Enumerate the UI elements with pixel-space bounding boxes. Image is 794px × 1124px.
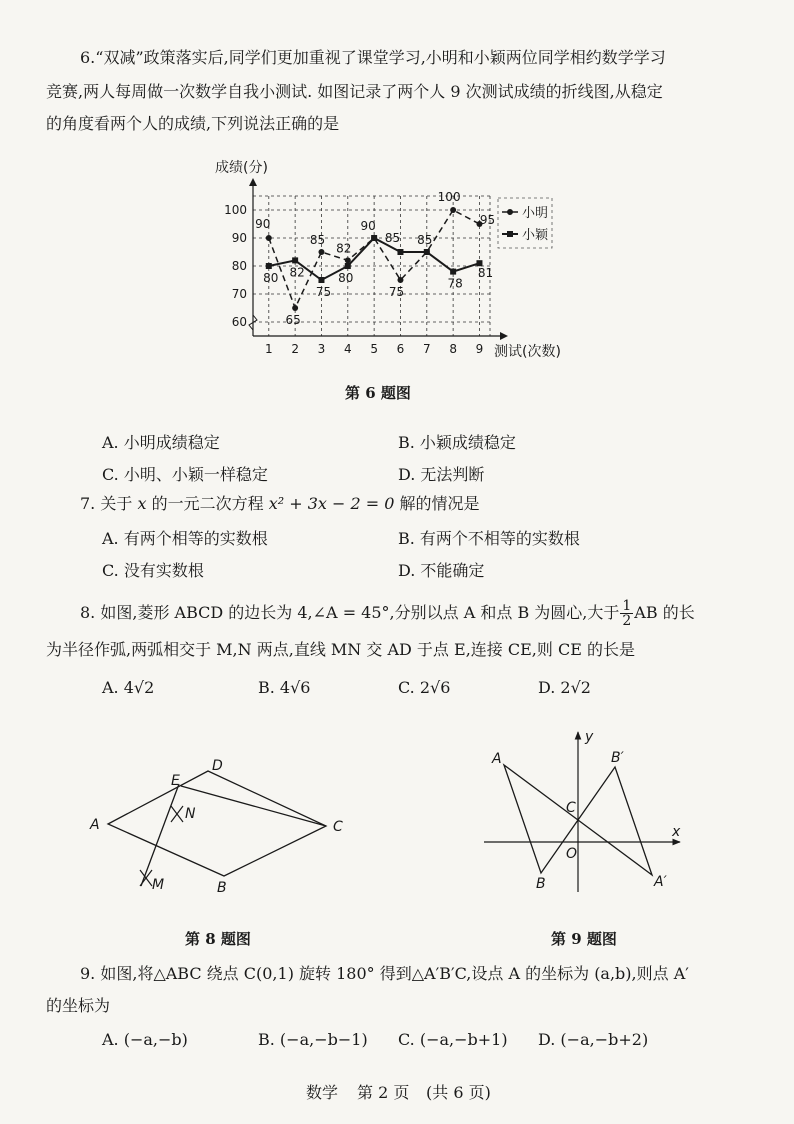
q8-option-b: B. 4√6 bbox=[258, 678, 311, 697]
q6-option-d: D. 无法判断 bbox=[398, 465, 485, 484]
xiaoming-point bbox=[292, 305, 298, 311]
q7-option-d: D. 不能确定 bbox=[398, 561, 485, 580]
q9-text-line1: 9. 如图,将△ABC 绕点 C(0,1) 旋转 180° 得到△A′B′C,设点 A 的坐标为 (a,b),则点 A′ bbox=[80, 964, 689, 983]
fig8-label-e: E bbox=[171, 773, 180, 789]
fig9-label-o: O bbox=[566, 846, 578, 862]
q9-option-b: B. (−a,−b−1) bbox=[258, 1030, 368, 1049]
fig9-label-c: C bbox=[566, 800, 576, 816]
x-axis-title: 测试(次数) bbox=[494, 344, 561, 360]
q9-caption: 第 9 题图 bbox=[551, 930, 617, 948]
footer-subject: 数学 bbox=[306, 1083, 339, 1102]
xiaoming-point bbox=[371, 235, 377, 241]
q7-option-b: B. 有两个不相等的实数根 bbox=[398, 529, 580, 548]
xiaoming-point bbox=[424, 249, 430, 255]
q6-text-line3: 的角度看两个人的成绩,下列说法正确的是 bbox=[46, 114, 340, 133]
xiaoming-data-label: 75 bbox=[388, 285, 405, 299]
x-axis-arrow bbox=[500, 332, 508, 340]
xiaoming-point bbox=[345, 257, 351, 263]
fig9-label-x: x bbox=[672, 824, 681, 840]
xiaoming-data-label: 100 bbox=[437, 190, 461, 204]
y-axis-arrow bbox=[249, 178, 257, 186]
xiaoying-point bbox=[397, 249, 403, 255]
y-axis-title: 成绩(分) bbox=[215, 160, 268, 176]
y-tick-label: 60 bbox=[231, 315, 247, 329]
q8-fraction-half bbox=[620, 599, 633, 628]
q7-option-a: A. 有两个相等的实数根 bbox=[102, 529, 268, 548]
q7-text bbox=[80, 494, 480, 514]
q6-caption: 第 6 题图 bbox=[345, 384, 411, 402]
fig8-label-m: M bbox=[152, 877, 165, 893]
fig9-label-a1: A′ bbox=[654, 874, 667, 890]
legend-marker-xiaoying bbox=[507, 231, 513, 237]
fig9-label-b1: B′ bbox=[611, 750, 624, 766]
y-tick-label: 100 bbox=[224, 203, 247, 217]
xiaoming-point bbox=[318, 249, 324, 255]
fig8-label-c: C bbox=[333, 819, 343, 835]
xiaoying-data-label: 78 bbox=[447, 276, 463, 291]
q6-line-chart bbox=[205, 158, 565, 373]
fig8-label-n: N bbox=[185, 806, 196, 822]
q8-frac-den: 2 bbox=[622, 613, 632, 629]
q8-caption: 第 8 题图 bbox=[185, 930, 251, 948]
q7-option-c: C. 没有实数根 bbox=[102, 561, 204, 580]
fig8-label-d: D bbox=[212, 758, 223, 774]
q8-option-c: C. 2√6 bbox=[398, 678, 451, 697]
xiaoying-data-label: 85 bbox=[384, 231, 401, 245]
q7-equation: x² + 3x − 2 = 0 bbox=[268, 494, 395, 513]
footer-total: (共 6 页) bbox=[426, 1083, 491, 1102]
x-tick-label: 2 bbox=[291, 342, 299, 356]
y-tick-label: 80 bbox=[231, 259, 247, 273]
xiaoming-data-label: 85 bbox=[417, 233, 433, 247]
xiaoying-point bbox=[318, 277, 324, 283]
xiaoying-data-label: 80 bbox=[263, 271, 279, 285]
rhombus-abcd bbox=[108, 771, 326, 876]
fig8-label-b: B bbox=[217, 880, 227, 896]
xiaoying-data-label: 75 bbox=[315, 285, 332, 299]
y-tick-label: 90 bbox=[231, 231, 247, 245]
xiaoying-data-label: 82 bbox=[289, 265, 305, 280]
q7-text-pre: 7. 关于 bbox=[80, 494, 133, 513]
xiaoming-data-label: 95 bbox=[479, 213, 496, 227]
x-tick-label: 7 bbox=[422, 342, 431, 356]
xiaoming-point bbox=[266, 235, 272, 241]
fig9-label-b: B bbox=[536, 876, 546, 892]
x-tick-label: 9 bbox=[475, 342, 484, 356]
x-tick-label: 1 bbox=[264, 342, 273, 356]
q6-option-b: B. 小颖成绩稳定 bbox=[398, 433, 516, 452]
y-tick-label: 70 bbox=[231, 287, 247, 301]
q8-text-post: AB 的长 bbox=[634, 603, 695, 622]
legend-marker-xiaoming bbox=[507, 209, 513, 215]
q9-option-c: C. (−a,−b+1) bbox=[398, 1030, 508, 1049]
x-tick-label: 4 bbox=[343, 342, 352, 356]
q8-text-pre: 8. 如图,菱形 ABCD 的边长为 4,∠A = 45°,分别以点 A 和点 B 为圆心,大于 bbox=[80, 603, 620, 622]
xiaoming-data-label: 82 bbox=[336, 241, 352, 256]
q8-option-d: D. 2√2 bbox=[538, 678, 591, 697]
q7-var-x: x bbox=[137, 494, 147, 513]
xiaoming-point bbox=[450, 207, 456, 213]
x-tick-label: 8 bbox=[449, 342, 457, 356]
xiaoming-point bbox=[397, 277, 403, 283]
legend-label-xiaoying: 小颖 bbox=[522, 228, 549, 243]
line-mn bbox=[141, 784, 179, 886]
xiaoming-data-label: 90 bbox=[360, 219, 376, 233]
x-tick-label: 6 bbox=[396, 342, 405, 356]
fig9-label-y: y bbox=[585, 730, 594, 745]
q6-option-c: C. 小明、小颖一样稳定 bbox=[102, 465, 268, 484]
q8-text-line2: 为半径作弧,两弧相交于 M,N 两点,直线 MN 交 AD 于点 E,连接 CE,则 CE 的长是 bbox=[46, 640, 635, 659]
fig9-label-a: A bbox=[492, 751, 502, 767]
q9-option-a: A. (−a,−b) bbox=[102, 1030, 188, 1049]
xiaoying-data-label: 80 bbox=[338, 271, 354, 285]
q8-rhombus-figure bbox=[86, 752, 366, 902]
xiaoying-point bbox=[266, 263, 272, 269]
q8-frac-num: 1 bbox=[622, 598, 632, 614]
xiaoming-data-label: 65 bbox=[285, 313, 301, 327]
q9-rotation-figure bbox=[478, 730, 688, 895]
xiaoming-data-label: 90 bbox=[255, 217, 271, 231]
x-tick-label: 3 bbox=[317, 342, 326, 356]
footer-page: 第 2 页 bbox=[357, 1083, 410, 1102]
legend-label-xiaoming: 小明 bbox=[522, 206, 549, 221]
xiaoming-data-label: 85 bbox=[309, 233, 326, 247]
triangle-a1b1c bbox=[578, 767, 652, 875]
fig8-label-a: A bbox=[90, 817, 100, 833]
q6-option-a: A. 小明成绩稳定 bbox=[102, 433, 220, 452]
xiaoying-point bbox=[450, 269, 456, 275]
q9-option-d: D. (−a,−b+2) bbox=[538, 1030, 649, 1049]
q9-text-line2: 的坐标为 bbox=[46, 996, 111, 1015]
q7-text-post: 解的情况是 bbox=[399, 494, 480, 513]
xiaoying-point bbox=[292, 257, 298, 263]
q8-text-line1 bbox=[80, 598, 695, 628]
x-tick-label: 5 bbox=[370, 342, 378, 356]
q6-text-line1: 6.“双减”政策落实后,同学们更加重视了课堂学习,小明和小颖两位同学相约数学学习 bbox=[80, 48, 666, 67]
q6-text-line2: 竞赛,两人每周做一次数学自我小测试. 如图记录了两个人 9 次测试成绩的折线图,从稳定 bbox=[46, 82, 663, 101]
q7-text-mid: 的一元二次方程 bbox=[151, 494, 264, 513]
q8-option-a: A. 4√2 bbox=[102, 678, 155, 697]
xiaoying-point bbox=[345, 263, 351, 269]
xiaoying-data-label: 81 bbox=[477, 266, 494, 281]
